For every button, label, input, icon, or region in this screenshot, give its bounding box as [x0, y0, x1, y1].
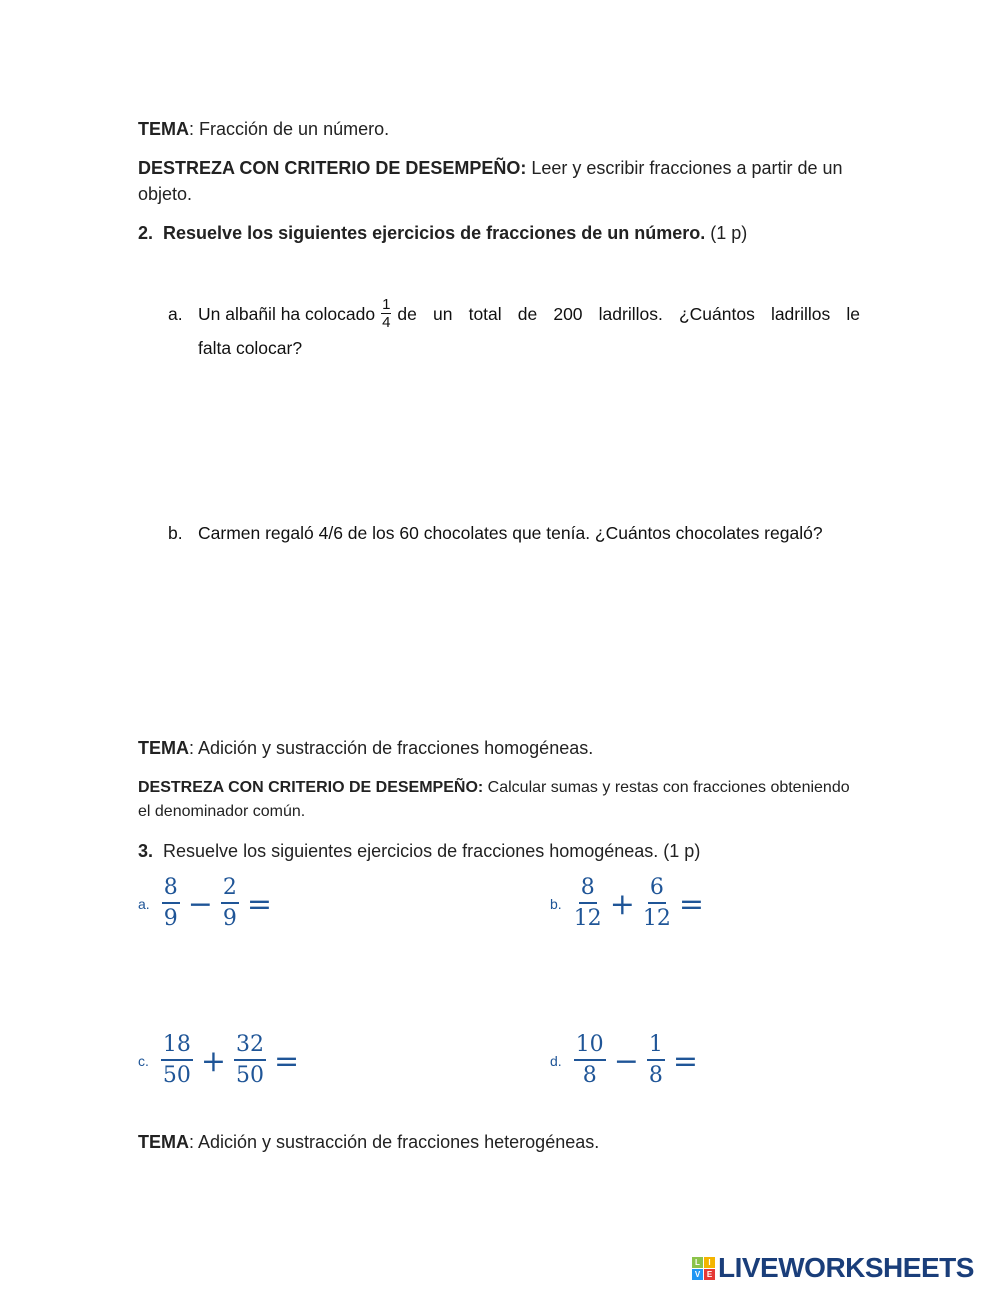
numerator: 6: [648, 876, 666, 904]
fraction: [574, 876, 602, 932]
denominator: 50: [162, 1063, 191, 1088]
operator: +: [609, 886, 635, 922]
denominator: 9: [163, 906, 178, 931]
equals-sign: =: [274, 1043, 300, 1079]
fraction: [381, 297, 391, 332]
tema-text: : Adición y sustracción de fracciones heterogéneas.: [189, 1132, 600, 1152]
exercise-label: a.: [168, 304, 183, 324]
destreza-text: Leer y escribir fracciones a partir de un objeto.: [138, 158, 843, 204]
fraction: [574, 1033, 606, 1089]
tema-label: TEMA: [138, 1132, 189, 1152]
exercise-label: c.: [138, 1053, 149, 1069]
numerator: 8: [579, 876, 597, 904]
tema-2: [138, 735, 593, 761]
cube: L: [692, 1257, 703, 1268]
fraction-exercise-a: [138, 876, 276, 932]
tema-label: TEMA: [138, 119, 189, 139]
destreza-1: [138, 155, 862, 207]
denominator: 12: [642, 906, 671, 931]
question-2: [138, 220, 747, 246]
operator: +: [200, 1043, 227, 1079]
tema-label: TEMA: [138, 738, 189, 758]
exercise-text: de un total de 200 ladrillos. ¿Cuántos ladrillos le: [397, 304, 860, 324]
numerator: 18: [161, 1033, 193, 1061]
fraction: [221, 876, 239, 932]
numerator: 10: [574, 1033, 606, 1061]
exercise-b: [168, 522, 860, 545]
equals-sign: =: [678, 886, 704, 922]
tema-3: [138, 1129, 599, 1155]
numerator: 32: [234, 1033, 266, 1061]
logo-cubes-icon: [692, 1257, 715, 1280]
operator: −: [613, 1043, 639, 1079]
denominator: 4: [382, 314, 391, 331]
fraction: [161, 1033, 193, 1089]
question-number: 2.: [138, 223, 154, 243]
liveworksheets-logo: [692, 1252, 974, 1284]
denominator: 8: [582, 1063, 597, 1088]
numerator: 8: [162, 876, 180, 904]
denominator: 12: [573, 906, 602, 931]
exercise-label: b.: [168, 523, 183, 543]
question-number: 3.: [138, 841, 154, 861]
question-text: Resuelve los siguientes ejercicios de fracciones de un número.: [163, 223, 706, 243]
denominator: 9: [222, 906, 237, 931]
equals-sign: =: [246, 886, 272, 922]
question-3: [138, 838, 700, 864]
destreza-label: DESTREZA CON CRITERIO DE DESEMPEÑO:: [138, 158, 527, 178]
numerator: 1: [647, 1033, 665, 1061]
tema-text: : Adición y sustracción de fracciones homogéneas.: [189, 738, 594, 758]
destreza-text: Calcular sumas y restas con fracciones obteniendo el denominador común.: [138, 779, 850, 820]
destreza-2: [138, 776, 862, 824]
destreza-label: DESTREZA CON CRITERIO DE DESEMPEÑO:: [138, 779, 484, 796]
denominator: 50: [236, 1063, 265, 1088]
question-text: Resuelve los siguientes ejercicios de fracciones homogéneas. (1 p): [163, 841, 701, 861]
fraction: [234, 1033, 266, 1089]
numerator: 1: [382, 296, 391, 313]
fraction: [162, 876, 180, 932]
exercise-a: [168, 297, 860, 359]
cube: V: [692, 1269, 703, 1280]
fraction-exercise-d: [550, 1033, 702, 1089]
logo-text: LIVEWORKSHEETS: [718, 1252, 974, 1283]
exercise-text: Un albañil ha colocado: [198, 304, 376, 324]
exercise-label: a.: [138, 896, 150, 912]
tema-text: : Fracción de un número.: [189, 119, 390, 139]
cube: E: [704, 1269, 715, 1280]
fraction: [647, 1033, 665, 1089]
exercise-text: falta colocar?: [198, 338, 303, 358]
fraction-exercise-b: [550, 876, 708, 932]
numerator: 2: [221, 876, 239, 904]
fraction-exercise-c: [138, 1033, 303, 1089]
tema-1: [138, 116, 389, 142]
denominator: 8: [648, 1063, 663, 1088]
equals-sign: =: [672, 1043, 698, 1079]
exercise-text: Carmen regaló 4/6 de los 60 chocolates que tenía. ¿Cuántos chocolates regaló?: [198, 523, 823, 543]
question-points: (1 p): [705, 223, 748, 243]
fraction: [643, 876, 671, 932]
exercise-label: b.: [550, 896, 562, 912]
exercise-label: d.: [550, 1053, 562, 1069]
cube: I: [704, 1257, 715, 1268]
operator: −: [187, 886, 213, 922]
